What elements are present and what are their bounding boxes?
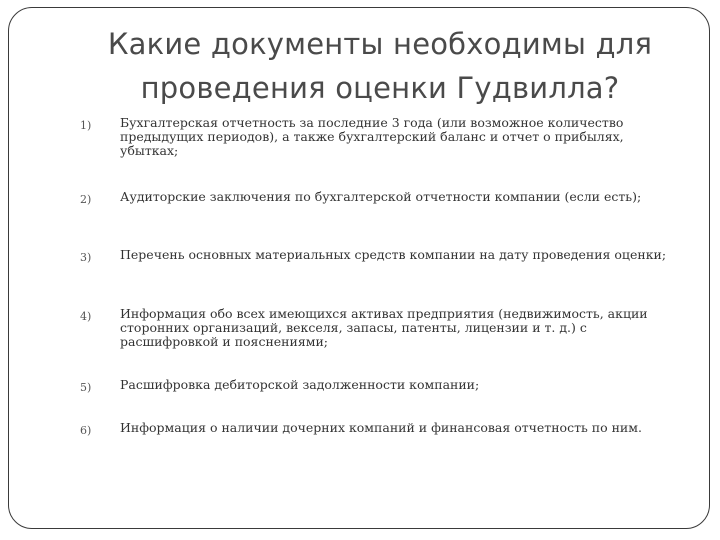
list-item-number: 6) [80, 424, 92, 437]
slide-title [60, 22, 700, 110]
list-item-number: 4) [80, 310, 92, 323]
list-item-number: 5) [80, 381, 92, 394]
list-item-text: Перечень основных материальных средств компании на дату проведения оценки; [120, 247, 667, 262]
title-line-2: проведения оценки Гудвилла? [140, 71, 620, 105]
list-item-number: 1) [80, 119, 92, 132]
list-item-text: Аудиторские заключения по бухгалтерской отчетности компании (если есть); [120, 189, 642, 204]
list-item-text: Информация о наличии дочерних компаний и финансовая отчетность по ним. [120, 420, 642, 435]
list-item-number: 2) [80, 193, 92, 206]
list-item-number: 3) [80, 251, 92, 264]
list-item-text: Информация обо всех имеющихся активах предприятия (недвижимость, акции сторонних организаций, векселя, запасы, патенты, лицензии и т. д.) с расшифровкой и пояснениями; [120, 306, 648, 350]
list-item-text: Бухгалтерская отчетность за последние 3 года (или возможное количество предыдущих периодов), а также бухгалтерский баланс и отчет о прибылях, убытках; [120, 115, 624, 159]
title-line-1: Какие документы необходимы для [107, 27, 653, 61]
list-item-text: Расшифровка дебиторской задолженности компании; [120, 377, 480, 392]
